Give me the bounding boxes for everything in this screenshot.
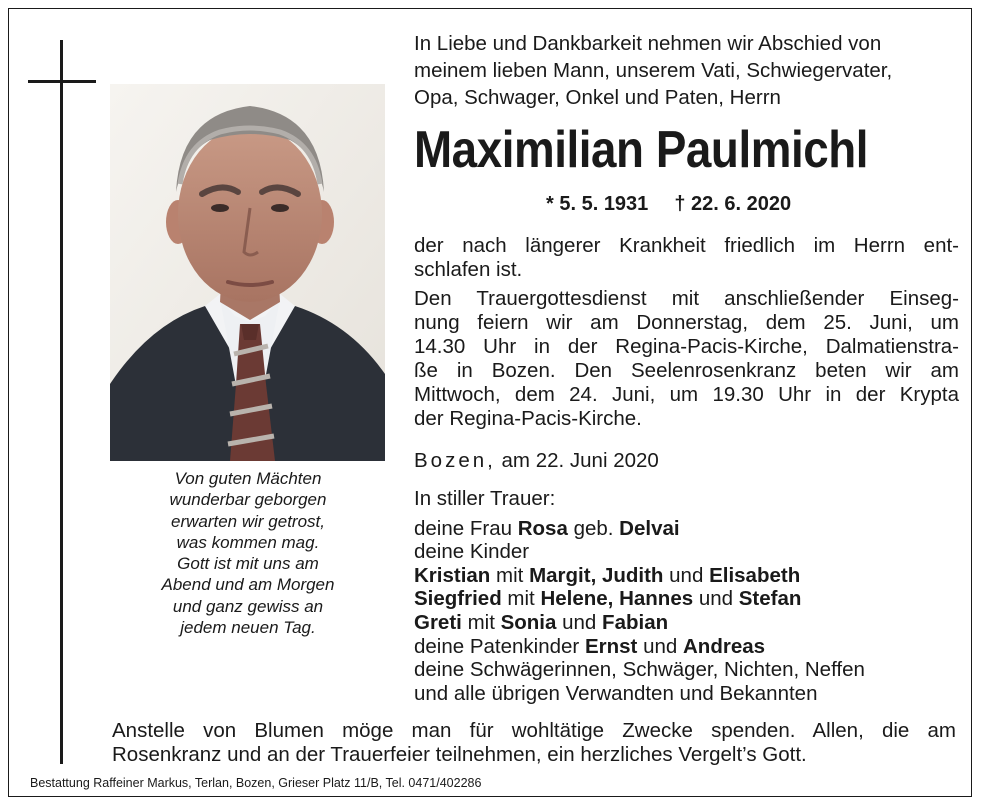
deceased-name: Maximilian Paulmichl bbox=[414, 121, 869, 179]
body-line: der Regina-Pacis-Kirche. bbox=[414, 407, 642, 430]
text: mit bbox=[507, 587, 535, 611]
mourner-name: Rosa bbox=[517, 516, 568, 540]
mourner-family bbox=[414, 587, 959, 611]
place-date bbox=[414, 449, 659, 473]
closing-text bbox=[112, 719, 956, 767]
poem-line: wunderbar geborgen bbox=[169, 490, 327, 510]
poem-line: erwarten wir getrost, bbox=[171, 511, 325, 531]
children-label: deine Kinder bbox=[414, 540, 530, 564]
cross-icon bbox=[60, 40, 63, 764]
death-date: † 22. 6. 2020 bbox=[674, 193, 792, 215]
body-line: Mittwoch, dem 24. Juni, um 19.30 Uhr in der Krypta bbox=[414, 383, 959, 406]
cross-icon-bar bbox=[28, 80, 96, 83]
birth-date: * 5. 5. 1931 bbox=[546, 193, 649, 215]
body-line: schlafen ist. bbox=[414, 258, 523, 281]
body-line: ße in Bozen. Den Seelenrosenkranz beten wir am bbox=[414, 359, 959, 382]
intro-line: meinem lieben Mann, unserem Vati, Schwiegervater, bbox=[414, 59, 893, 82]
poem-line: Von guten Mächten bbox=[174, 469, 322, 488]
intro-text bbox=[414, 30, 959, 111]
mourner-name: Fabian bbox=[602, 610, 669, 634]
place-date-text: am 22. Juni 2020 bbox=[501, 449, 659, 472]
place-city: Bozen, bbox=[414, 449, 496, 472]
mourner-name: Margit, Judith bbox=[529, 563, 664, 587]
announcement-body bbox=[414, 234, 959, 431]
poem-line: jedem neuen Tag. bbox=[180, 618, 316, 638]
mourner-name: Greti bbox=[414, 610, 462, 634]
mourner-family bbox=[414, 564, 959, 588]
body-line: nung feiern wir am Donnerstag, dem 25. Juni, um bbox=[414, 311, 959, 334]
poem-line: was kommen mag. bbox=[176, 532, 320, 552]
mourner-wife bbox=[414, 517, 959, 541]
mourner-others: und alle übrigen Verwandten und Bekannten bbox=[414, 681, 818, 705]
mourner-name: Andreas bbox=[683, 634, 766, 658]
text: und bbox=[698, 587, 734, 611]
mourner-name: Siegfried bbox=[414, 587, 502, 611]
mourner-name: Sonia bbox=[500, 610, 557, 634]
poem-line: und ganz gewiss an bbox=[172, 596, 324, 616]
mourner-in-laws: deine Schwägerinnen, Schwäger, Nichten, Neffen bbox=[414, 658, 865, 682]
text: und bbox=[643, 634, 678, 658]
text: deine Frau bbox=[414, 516, 513, 540]
poem bbox=[112, 468, 384, 638]
text: geb. bbox=[573, 516, 614, 540]
intro-line: Opa, Schwager, Onkel und Paten, Herrn bbox=[414, 86, 781, 109]
text: und bbox=[669, 563, 704, 587]
mourners-list bbox=[414, 487, 959, 705]
mourner-name: Stefan bbox=[738, 587, 802, 611]
mourner-name: Helene, Hannes bbox=[540, 587, 694, 611]
life-dates bbox=[546, 191, 791, 217]
mourner-name: Kristian bbox=[414, 563, 491, 587]
body-line: der nach längerer Krankheit friedlich im Herrn ent- bbox=[414, 234, 959, 257]
mourners-title: In stiller Trauer: bbox=[414, 487, 556, 510]
poem-line: Gott ist mit uns am bbox=[177, 554, 319, 574]
text: mit bbox=[467, 610, 495, 634]
funeral-home-footer: Bestattung Raffeiner Markus, Terlan, Bozen, Grieser Platz 11/B, Tel. 0471/402286 bbox=[30, 776, 482, 790]
text: deine Patenkinder bbox=[414, 634, 580, 658]
text: mit bbox=[496, 563, 524, 587]
mourner-name: Ernst bbox=[584, 634, 638, 658]
body-line: 14.30 Uhr in der Regina-Pacis-Kirche, Dalmatienstra- bbox=[414, 335, 959, 358]
mourner-godchildren bbox=[414, 635, 959, 659]
mourner-family bbox=[414, 611, 959, 635]
closing-line: Rosenkranz und an der Trauerfeier teilnehmen, ein herzliches Vergelt’s Gott. bbox=[112, 743, 807, 766]
closing-line: Anstelle von Blumen möge man für wohltätige Zwecke spenden. Allen, die am bbox=[112, 719, 956, 742]
mourner-name: Elisabeth bbox=[709, 563, 801, 587]
body-line: Den Trauergottesdienst mit anschließender Einseg- bbox=[414, 287, 959, 310]
mourner-name: Delvai bbox=[619, 516, 680, 540]
poem-line: Abend und am Morgen bbox=[161, 575, 335, 595]
text: und bbox=[562, 610, 597, 634]
portrait-photo bbox=[110, 84, 385, 461]
intro-line: In Liebe und Dankbarkeit nehmen wir Abschied von bbox=[414, 32, 882, 55]
